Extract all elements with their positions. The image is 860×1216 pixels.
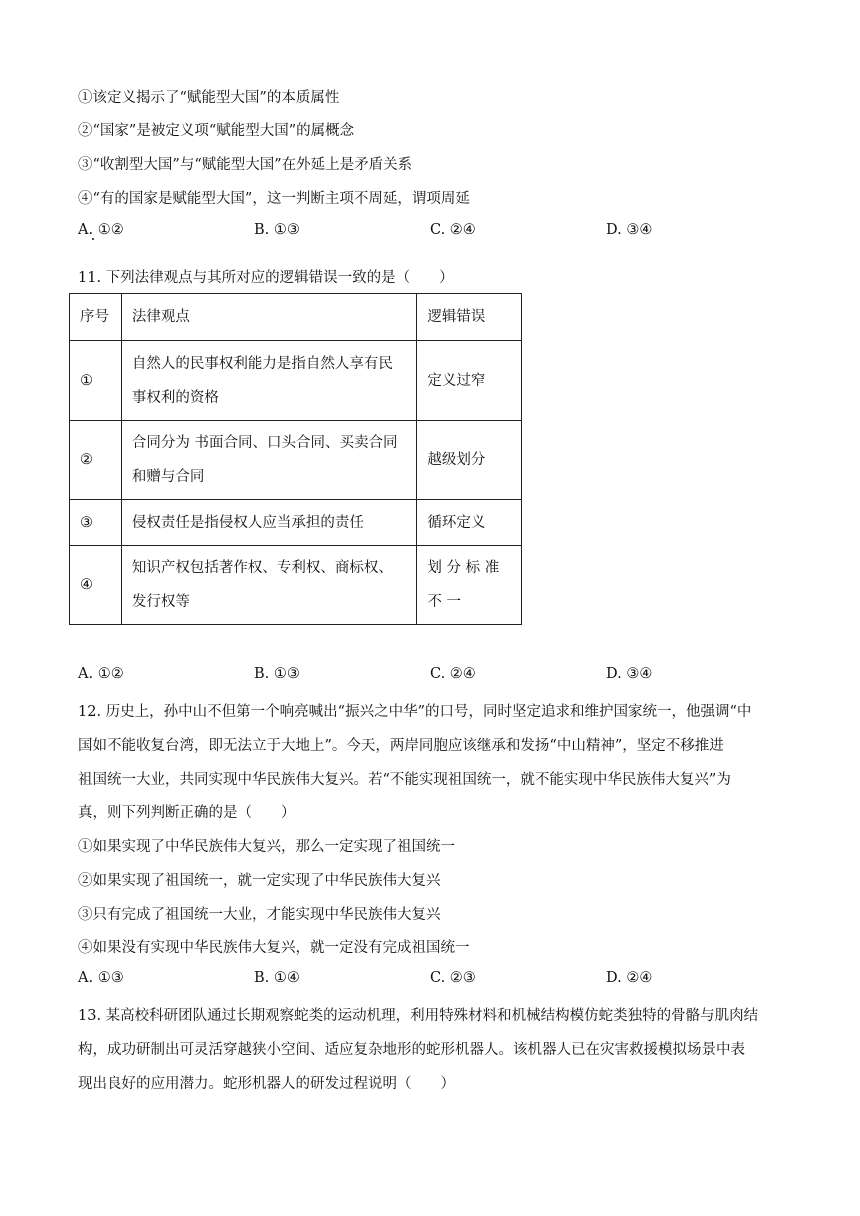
q10-statement-3: ③“收割型大国”与“赋能型大国”在外延上是矛盾关系: [78, 157, 413, 173]
header-number: 序号: [70, 294, 122, 341]
row-viewpoint: 知识产权包括著作权、专利权、商标权、发行权等: [121, 546, 417, 625]
q12-option-b[interactable]: B. ①④: [254, 970, 300, 986]
q12-statement-3: ③只有完成了祖国统一大业，才能实现中华民族伟大复兴: [78, 907, 441, 923]
table-row: [70, 421, 522, 500]
q11-option-b[interactable]: B. ①③: [254, 666, 300, 682]
q10-statement-1: ①该定义揭示了“赋能型大国”的本质属性: [78, 90, 340, 106]
header-error: 逻辑错误: [417, 294, 522, 341]
q12-statement-2: ②如果实现了祖国统一，就一定实现了中华民族伟大复兴: [78, 873, 441, 889]
q10-option-a[interactable]: A. ①②: [78, 222, 124, 238]
row-error: 划 分 标 准 不 一: [417, 546, 522, 625]
q10-option-c[interactable]: C. ②④: [430, 222, 476, 238]
q13-stem-line-2: 构，成功研制出可灵活穿越狭小空间、适应复杂地形的蛇形机器人。该机器人已在灾害救援模拟场景中表: [78, 1042, 745, 1058]
table-row: [70, 546, 522, 625]
q11-option-a[interactable]: A. ①②: [78, 666, 124, 682]
q13-stem-line-3: 现出良好的应用潜力。蛇形机器人的研发过程说明（ ）: [78, 1076, 455, 1092]
table-row: [70, 500, 522, 546]
q11-option-d[interactable]: D. ③④: [606, 666, 653, 682]
q11-option-c[interactable]: C. ②④: [430, 666, 476, 682]
table-header-row: [70, 294, 522, 341]
q11-stem: 11. 下列法律观点与其所对应的逻辑错误一致的是（ ）: [78, 270, 454, 286]
row-error: 定义过窄: [417, 341, 522, 421]
q10-statement-4: ④“有的国家是赋能型大国”，这一判断主项不周延，谓项周延: [78, 191, 470, 207]
row-error: 越级划分: [417, 421, 522, 500]
decorative-dot: [92, 238, 94, 240]
q12-option-a[interactable]: A. ①③: [78, 970, 124, 986]
q13-stem-line-1: 13. 某高校科研团队通过长期观察蛇类的运动机理，利用特殊材料和机械结构模仿蛇类独特的骨骼与肌肉结: [78, 1008, 759, 1024]
row-viewpoint: 侵权责任是指侵权人应当承担的责任: [121, 500, 417, 546]
q10-option-d[interactable]: D. ③④: [606, 222, 653, 238]
row-viewpoint: 合同分为 书面合同、口头合同、买卖合同和赠与合同: [121, 421, 417, 500]
row-number: ②: [70, 421, 122, 500]
row-error: 循环定义: [417, 500, 522, 546]
q12-statement-4: ④如果没有实现中华民族伟大复兴，就一定没有完成祖国统一: [78, 940, 470, 956]
row-number: ①: [70, 341, 122, 421]
header-viewpoint: 法律观点: [121, 294, 417, 341]
q12-statement-1: ①如果实现了中华民族伟大复兴，那么一定实现了祖国统一: [78, 839, 455, 855]
q12-stem-line-2: 国如不能收复台湾，即无法立于大地上”。今天，两岸同胞应该继承和发扬“中山精神”，坚定不移推进: [78, 738, 724, 754]
q12-stem-line-4: 真，则下列判断正确的是（ ）: [78, 805, 296, 821]
row-viewpoint: 自然人的民事权利能力是指自然人享有民事权利的资格: [121, 341, 417, 421]
row-number: ④: [70, 546, 122, 625]
q12-option-c[interactable]: C. ②③: [430, 970, 476, 986]
q12-stem-line-1: 12. 历史上，孙中山不但第一个响亮喊出“振兴之中华”的口号，同时坚定追求和维护国家统一，他强调“中: [78, 704, 752, 720]
table-row: [70, 341, 522, 421]
q10-statement-2: ②“国家”是被定义项“赋能型大国”的属概念: [78, 123, 355, 139]
q12-stem-line-3: 祖国统一大业，共同实现中华民族伟大复兴。若“不能实现祖国统一，就不能实现中华民族伟大复兴”为: [78, 772, 731, 788]
law-viewpoint-table: [69, 293, 522, 625]
q10-option-b[interactable]: B. ①③: [254, 222, 300, 238]
row-number: ③: [70, 500, 122, 546]
q12-option-d[interactable]: D. ②④: [606, 970, 653, 986]
